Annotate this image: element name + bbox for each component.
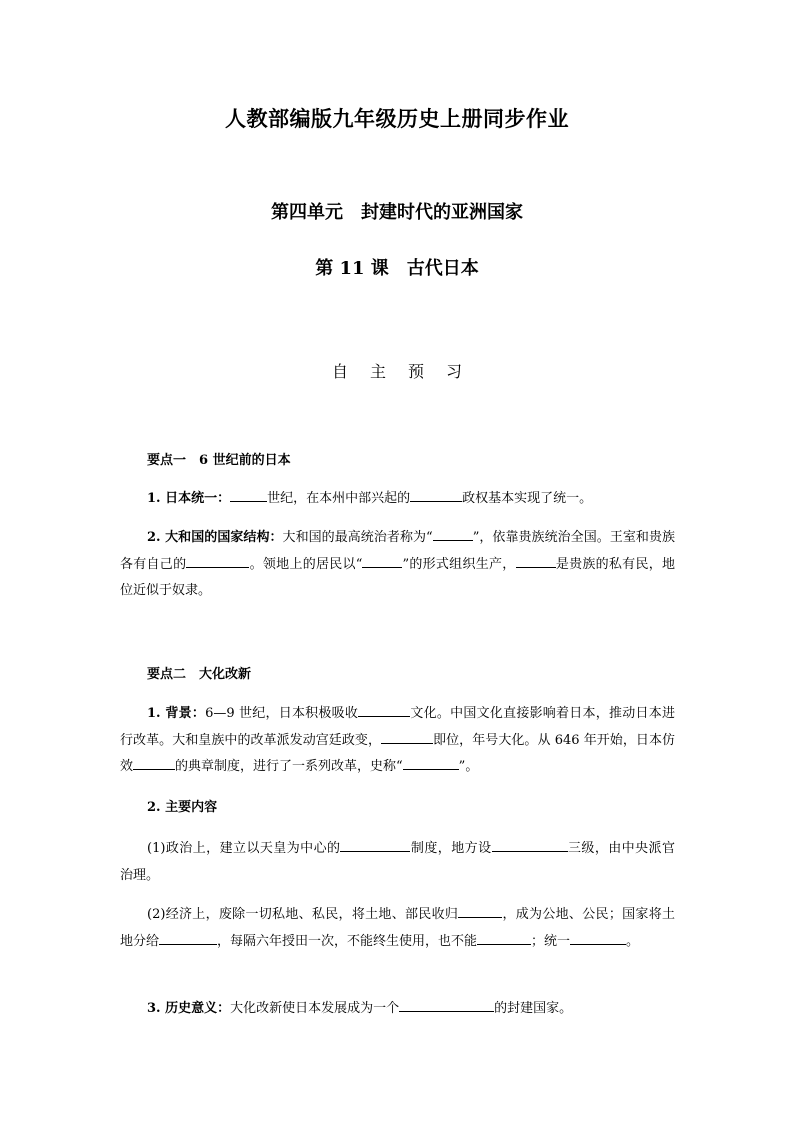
point2-sub2-text5: 。 [626,933,640,949]
point1-item1-text1: 世纪，在本州中部兴起的 [267,491,411,506]
point2-item2 [120,795,675,822]
point1-item1-label: 1. 日本统一： [147,491,231,506]
point2-sub1-text3: 三级，由中央派官治理。 [120,841,675,883]
lesson-title: 第 11 课 古代日本 [315,258,479,279]
point1-item1 [120,486,675,513]
point2-item1-text1: 6—9 世纪，日本积极吸收 [205,706,359,721]
section-title: 自主预习 [331,362,484,381]
point2-sub2-text4: ；统一 [531,933,571,949]
point1-item2 [120,525,675,605]
blank-8[interactable] [381,729,433,744]
point2-item1 [120,701,675,781]
point1-item2-text2: ”，依靠贵族统治全国。王室和贵族各有自己的 [120,530,675,572]
point1-item2-text1: 大和国的最高统治者称为“ [282,530,433,545]
point2-sub2-text3: ，每隔六年授田一次，不能终生使用，也不能 [217,933,478,949]
point1-heading: 要点一 6 世纪前的日本 [147,453,291,468]
blank-16[interactable] [570,930,626,945]
point2-item1-text5: ”。 [458,759,479,774]
blank-7[interactable] [358,702,410,717]
blank-2[interactable] [410,487,462,502]
point2-sub2-text2: ，成为公地、公民；国家将土地分给 [120,907,675,949]
point2-sub2 [120,902,675,955]
point1-item2-text5: 是贵族的私有民，地位近似于奴隶。 [120,556,675,598]
blank-17[interactable] [399,997,494,1012]
point2-item2-label: 2. 主要内容 [147,800,218,815]
point2-sub1 [120,836,675,889]
point2-sub1-text2: 制度，地方设 [410,841,492,856]
blank-4[interactable] [186,553,249,568]
blank-3[interactable] [433,526,473,541]
blank-9[interactable] [133,755,175,770]
point2-item3-label: 3. 历史意义： [147,1001,231,1016]
point2-item1-text4: 的典章制度，进行了一系列改革，史称“ [175,759,403,774]
blank-10[interactable] [403,755,459,770]
point2-item3-text1: 大化改新使日本发展成为一个 [230,1001,400,1016]
point2-sub1-text1: (1)政治上，建立以天皇为中心的 [147,841,341,856]
point2-item3 [120,996,675,1023]
point2-item1-text3: 即位，年号大化。从 646 年开始，日本仿效 [120,732,675,774]
point2-heading: 要点二 大化改新 [147,667,252,682]
blank-6[interactable] [516,553,556,568]
point2-sub2-text1: (2)经济上，废除一切私地、私民，将土地、部民收归 [147,907,459,922]
point1-item2-text3: 。领地上的居民以“ [249,556,363,572]
point1-item2-label: 2. 大和国的国家结构： [147,530,283,545]
point2-item3-text2: 的封建国家。 [494,1001,573,1016]
blank-11[interactable] [340,837,410,852]
blank-13[interactable] [458,903,502,918]
blank-5[interactable] [362,553,402,568]
point2-item1-label: 1. 背景： [147,706,206,721]
main-title: 人教部编版九年级历史上册同步作业 [225,106,569,131]
point1-item1-text2: 政权基本实现了统一。 [462,491,593,506]
blank-15[interactable] [477,930,531,945]
unit-title: 第四单元 封建时代的亚洲国家 [271,202,523,223]
blank-12[interactable] [492,837,568,852]
blank-14[interactable] [159,930,217,945]
blank-1[interactable] [230,487,267,502]
point1-item2-text4: ”的形式组织生产， [402,556,516,572]
point2-item1-text2: 文化。中国文化直接影响着日本，推动日本进行改革。大和皇族中的改革派发动宫廷政变， [120,706,675,748]
